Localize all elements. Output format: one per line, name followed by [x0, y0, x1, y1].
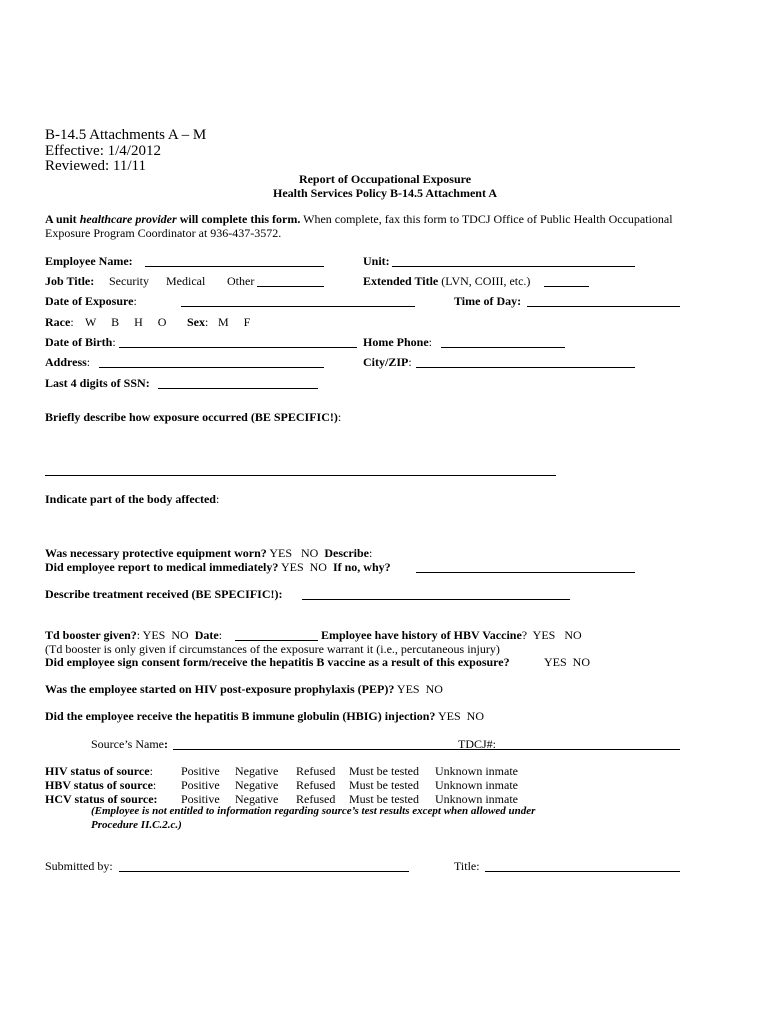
source-status-option[interactable]: Negative [235, 764, 279, 778]
source-status-option[interactable]: Must be tested [349, 778, 419, 792]
race-colon: : [70, 315, 74, 329]
policy-reference: B-14.5 Attachments A – M [45, 127, 207, 143]
job-title-label: Job Title: [45, 274, 95, 288]
intro-part-3: will complete this form. [176, 212, 301, 226]
report-why-field[interactable] [416, 572, 635, 573]
body-part-label: Indicate part of the body affected [45, 492, 216, 506]
pep-question: Was the employee started on HIV post-exposure prophylaxis (PEP)? [45, 682, 395, 696]
ppe-question: Was necessary protective equipment worn? [45, 546, 267, 560]
intro-part-2: healthcare provider [79, 212, 177, 226]
pep-line [45, 683, 443, 695]
source-status-option[interactable]: Negative [235, 792, 279, 806]
title-field[interactable] [485, 871, 680, 872]
treatment-field[interactable] [302, 599, 570, 600]
source-status-option[interactable]: Refused [296, 792, 336, 806]
unit-field[interactable] [392, 266, 635, 267]
source-status-option[interactable]: Refused [296, 764, 336, 778]
ppe-describe-label: Describe [324, 546, 369, 560]
source-status-option[interactable]: Positive [181, 764, 220, 778]
hbig-options[interactable]: YES NO [435, 709, 484, 723]
sex-group [187, 316, 208, 328]
unit-label: Unit: [363, 254, 390, 268]
td-colon: : [218, 628, 223, 642]
source-status-option[interactable]: Negative [235, 778, 279, 792]
address-group [45, 356, 90, 368]
sex-options[interactable]: M F [218, 315, 251, 329]
source-status-label-text: HCV status of source: [45, 792, 158, 806]
source-status-option[interactable]: Positive [181, 778, 220, 792]
title-label: Title: [454, 859, 480, 873]
hbv-history-line [321, 629, 582, 641]
job-option-medical[interactable]: Medical [166, 274, 206, 288]
report-options[interactable]: YES NO [278, 560, 333, 574]
hbig-line [45, 710, 484, 722]
body-part-group [45, 493, 219, 505]
source-note-line-1: (Employee is not entitled to information regarding source’s test results except when allowed under [91, 805, 536, 817]
job-option-security[interactable]: Security [109, 274, 149, 288]
source-status-label-text: HIV status of source [45, 764, 150, 778]
intro-part-4: When complete, fax this form to TDCJ Office of Public Health Occupational [300, 212, 673, 226]
source-name-colon: : [163, 737, 168, 751]
td-options[interactable]: : YES NO [136, 628, 195, 642]
extended-title-group [363, 275, 530, 287]
source-name-label: Source’s Name [91, 737, 164, 751]
td-date-field[interactable] [235, 640, 318, 641]
exposure-description-field[interactable] [45, 475, 556, 476]
report-question: Did employee report to medical immediately? [45, 560, 279, 574]
exposure-description-group [45, 411, 341, 423]
source-status-option[interactable]: Must be tested [349, 764, 419, 778]
sex-colon: : [205, 315, 209, 329]
dob-field[interactable] [119, 347, 357, 348]
extended-title-field[interactable] [544, 286, 589, 287]
report-question-line [45, 561, 391, 573]
consent-question: Did employee sign consent form/receive the hepatitis B vaccine as a result of this exposure? [45, 655, 510, 669]
city-zip-colon: : [408, 355, 412, 369]
reviewed-date: Reviewed: 11/11 [45, 158, 146, 174]
source-note-line-2: Procedure II.C.2.c.) [91, 819, 182, 831]
source-status-colon: : [152, 778, 157, 792]
home-phone-group [363, 336, 432, 348]
sex-label: Sex [187, 315, 205, 329]
city-zip-group [363, 356, 412, 368]
source-status-label [45, 779, 156, 791]
dob-group [45, 336, 116, 348]
ssn-field[interactable] [158, 388, 318, 389]
ssn-label: Last 4 digits of SSN: [45, 376, 150, 390]
source-status-option[interactable]: Unknown inmate [435, 778, 518, 792]
td-date-label: Date [194, 628, 219, 642]
dob-label: Date of Birth [45, 335, 113, 349]
source-status-option[interactable]: Refused [296, 778, 336, 792]
source-status-label-text: HBV status of source [45, 778, 153, 792]
hbv-history-options[interactable]: ? YES NO [521, 628, 582, 642]
tdcj-label: TDCJ#: [458, 737, 497, 751]
ppe-options[interactable]: YES NO [266, 546, 325, 560]
job-option-other[interactable]: Other [227, 274, 255, 288]
extended-title-label: Extended Title [363, 274, 439, 288]
dob-colon: : [112, 335, 116, 349]
consent-line [45, 656, 510, 668]
td-booster-note: (Td booster is only given if circumstances of the exposure warrant it (i.e., percutaneous injury) [45, 642, 500, 656]
source-status-option[interactable]: Must be tested [349, 792, 419, 806]
home-phone-field[interactable] [441, 347, 565, 348]
source-status-label [45, 765, 153, 777]
pep-options[interactable]: YES NO [394, 682, 443, 696]
home-phone-colon: : [428, 335, 433, 349]
consent-options[interactable]: YES NO [544, 655, 591, 669]
address-label: Address [45, 355, 87, 369]
race-options[interactable]: W B H O [85, 315, 167, 329]
address-colon: : [86, 355, 91, 369]
time-of-day-label: Time of Day: [454, 294, 522, 308]
employee-name-field[interactable] [145, 266, 324, 267]
hbig-question: Did the employee receive the hepatitis B immune globulin (HBIG) injection? [45, 709, 436, 723]
race-group [45, 316, 74, 328]
date-colon: : [133, 294, 137, 308]
extended-title-note: (LVN, COIII, etc.) [441, 274, 531, 288]
body-colon: : [215, 492, 220, 506]
form-title: Report of Occupational Exposure [298, 172, 472, 186]
source-status-colon: : [149, 764, 153, 778]
form-subtitle: Health Services Policy B-14.5 Attachment A [273, 186, 497, 200]
address-field[interactable] [99, 367, 324, 368]
source-status-option[interactable]: Positive [181, 792, 220, 806]
time-of-day-field[interactable] [527, 306, 680, 307]
employee-name-label: Employee Name: [45, 254, 133, 268]
td-question: Td booster given? [45, 628, 137, 642]
city-zip-field[interactable] [416, 367, 635, 368]
date-of-exposure-group [45, 295, 137, 307]
report-why-label: If no, why? [332, 560, 391, 574]
hbv-history-label: Employee have history of HBV Vaccine [321, 628, 522, 642]
city-zip-label: City/ZIP [363, 355, 409, 369]
treatment-label: Describe treatment received (BE SPECIFIC!): [45, 587, 283, 601]
exposure-description-label: Briefly describe how exposure occurred (BE SPECIFIC!) [45, 410, 338, 424]
source-status-label [45, 793, 158, 805]
td-question-line [45, 629, 222, 641]
date-of-exposure-field[interactable] [181, 306, 415, 307]
home-phone-label: Home Phone [363, 335, 429, 349]
effective-date: Effective: 1/4/2012 [45, 143, 161, 159]
ppe-question-line [45, 547, 372, 559]
submitted-by-field[interactable] [119, 871, 409, 872]
intro-part-1: A unit [45, 212, 80, 226]
race-label: Race [45, 315, 71, 329]
exposure-colon: : [337, 410, 342, 424]
source-status-option[interactable]: Unknown inmate [435, 792, 518, 806]
date-of-exposure-label: Date of Exposure [45, 294, 134, 308]
ppe-colon: : [368, 546, 373, 560]
intro-line-1 [45, 213, 673, 225]
intro-line-2: Exposure Program Coordinator at 936-437-3572. [45, 226, 282, 240]
source-name-group [91, 738, 168, 750]
source-name-field[interactable] [173, 749, 680, 750]
job-other-field[interactable] [257, 286, 324, 287]
source-status-option[interactable]: Unknown inmate [435, 764, 518, 778]
submitted-by-label: Submitted by: [45, 859, 113, 873]
